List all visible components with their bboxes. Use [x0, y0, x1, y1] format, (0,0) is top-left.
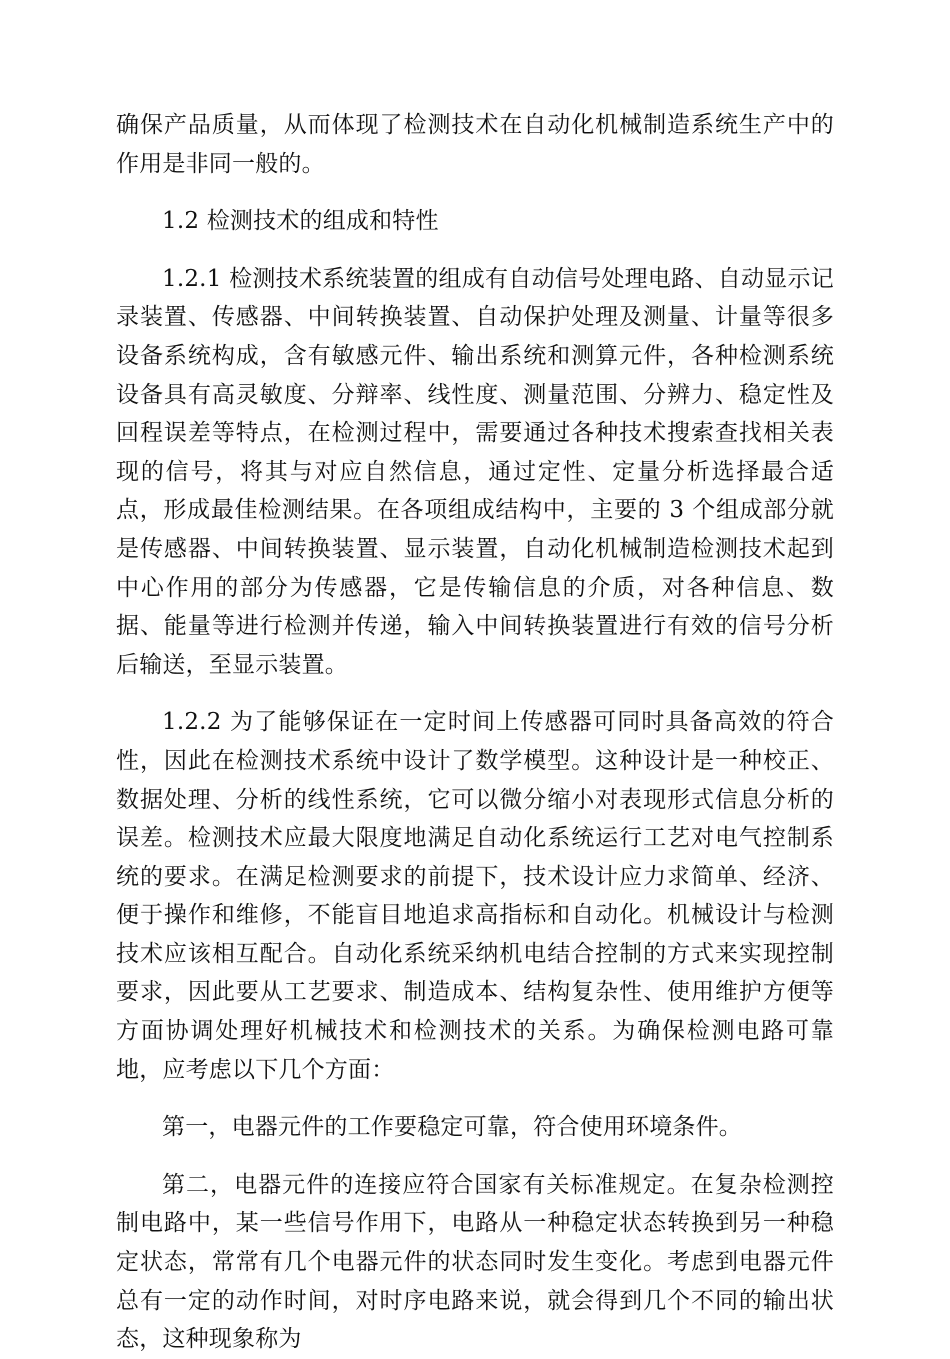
paragraph-1-2-2: 1.2.2 为了能够保证在一定时间上传感器可同时具备高效的符合性，因此在检测技术系统中设计了数学模型。这种设计是一种校正、数据处理、分析的线性系统，它可以微分缩小对表现形式信息分析的误差。检测技术应最大限度地满足自动化系统运行工艺对电气控制系统的要求。在满足检测要求的前提下，技术设计应力求简单、经济、便于操作和维修，不能盲目地追求高指标和自动化。机械设计与检测技术应该相互配合。自动化系统采纳机电结合控制的方式来实现控制要求，因此要从工艺要求、制造成本、结构复杂性、使用维护方便等方面协调处理好机械技术和检测技术的关系。为确保检测电路可靠地，应考虑以下几个方面：	[116, 709, 834, 1083]
section-heading: 1.2 检测技术的组成和特性	[162, 208, 439, 235]
paragraph-1-2-1: 1.2.1 检测技术系统装置的组成有自动信号处理电路、自动显示记录装置、传感器、中间转换装置、自动保护处理及测量、计量等很多设备系统构成，含有敏感元件、输出系统和测算元件，各种检测系统设备具有高灵敏度、分辩率、线性度、测量范围、分辨力、稳定性及回程误差等特点，在检测过程中，需要通过各种技术搜索查找相关表现的信号，将其与对应自然信息，通过定性、定量分析选择最合适点，形成最佳检测结果。在各项组成结构中，主要的 3 个组成部分就是传感器、中间转换装置、显示装置，自动化机械制造检测技术起到中心作用的部分为传感器，它是传输信息的介质，对各种信息、数据、能量等进行检测并传递，输入中间转换装置进行有效的信号分析后输送，至显示装置。	[116, 265, 834, 678]
paragraph-second-point: 第二，电器元件的连接应符合国家有关标准规定。在复杂检测控制电路中，某一些信号作用下，电路从一种稳定状态转换到另一种稳定状态，常常有几个电器元件的状态同时发生变化。考虑到电器元件总有一定的动作时间，对时序电路来说，就会得到几个不同的输出状态，这种现象称为	[116, 1171, 834, 1353]
document-page	[116, 106, 834, 1359]
paragraph-first-point: 第一，电器元件的工作要稳定可靠，符合使用环境条件。	[162, 1114, 742, 1141]
paragraph-continuation: 确保产品质量，从而体现了检测技术在自动化机械制造系统生产中的作用是非同一般的。	[116, 112, 834, 177]
